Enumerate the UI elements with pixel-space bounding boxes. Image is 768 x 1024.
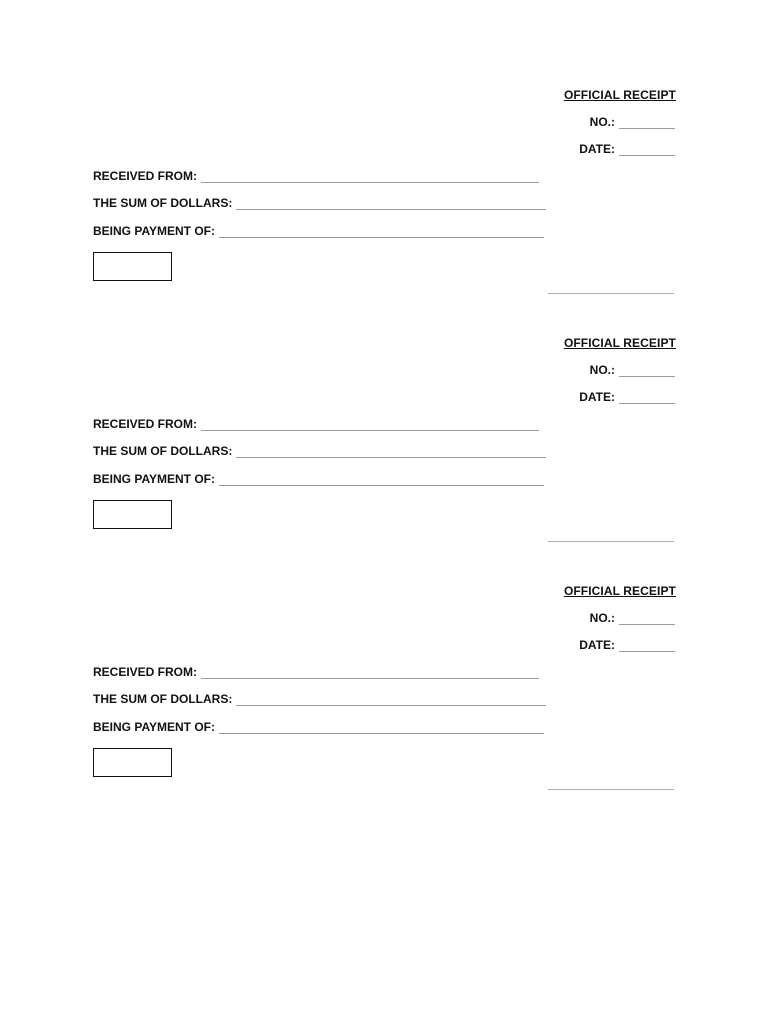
sum-of-dollars-label: THE SUM OF DOLLARS: — [93, 444, 233, 458]
received-from-field — [93, 665, 539, 679]
receipt-number-blank[interactable] — [619, 118, 675, 129]
being-payment-of-label: BEING PAYMENT OF: — [93, 720, 216, 734]
received-from-label: RECEIVED FROM: — [93, 169, 198, 183]
receipt-date-blank[interactable] — [619, 641, 675, 652]
sum-of-dollars-label: THE SUM OF DOLLARS: — [93, 692, 233, 706]
receipt-3 — [0, 580, 768, 820]
being-payment-of-field — [93, 472, 544, 486]
receipt-date-field — [579, 638, 675, 652]
received-from-field — [93, 417, 539, 431]
being-payment-of-field — [93, 720, 544, 734]
received-from-field — [93, 169, 539, 183]
receipt-2 — [0, 332, 768, 572]
receipt-date-field — [579, 390, 675, 404]
being-payment-of-label: BEING PAYMENT OF: — [93, 472, 216, 486]
sum-of-dollars-field — [93, 444, 546, 458]
being-payment-of-blank[interactable] — [219, 227, 544, 238]
amount-box[interactable] — [93, 252, 172, 281]
receipt-title: OFFICIAL RECEIPT — [563, 584, 676, 598]
sum-of-dollars-blank[interactable] — [236, 447, 546, 458]
sum-of-dollars-blank[interactable] — [236, 199, 546, 210]
receipt-date-label: DATE: — [579, 390, 615, 404]
receipt-date-field — [579, 142, 675, 156]
receipt-number-field — [590, 115, 675, 129]
amount-box[interactable] — [93, 748, 172, 777]
received-from-label: RECEIVED FROM: — [93, 417, 198, 431]
sum-of-dollars-label: THE SUM OF DOLLARS: — [93, 196, 233, 210]
being-payment-of-label: BEING PAYMENT OF: — [93, 224, 216, 238]
receipt-number-label: NO.: — [589, 115, 615, 129]
receipt-number-field — [590, 611, 675, 625]
receipt-number-label: NO.: — [589, 611, 615, 625]
sum-of-dollars-field — [93, 692, 546, 706]
received-from-label: RECEIVED FROM: — [93, 665, 198, 679]
being-payment-of-blank[interactable] — [219, 475, 544, 486]
received-from-blank[interactable] — [201, 668, 539, 679]
receipt-date-label: DATE: — [579, 638, 615, 652]
signature-line[interactable] — [548, 541, 674, 542]
receipt-title: OFFICIAL RECEIPT — [563, 88, 676, 102]
amount-box[interactable] — [93, 500, 172, 529]
receipt-number-blank[interactable] — [619, 614, 675, 625]
received-from-blank[interactable] — [201, 420, 539, 431]
received-from-blank[interactable] — [201, 172, 539, 183]
signature-line[interactable] — [548, 293, 674, 294]
receipt-number-field — [590, 363, 675, 377]
being-payment-of-field — [93, 224, 544, 238]
receipt-date-blank[interactable] — [619, 393, 675, 404]
receipt-number-blank[interactable] — [619, 366, 675, 377]
receipt-date-label: DATE: — [579, 142, 615, 156]
receipt-date-blank[interactable] — [619, 145, 675, 156]
signature-line[interactable] — [548, 789, 674, 790]
receipt-title: OFFICIAL RECEIPT — [563, 336, 676, 350]
receipt-1 — [0, 84, 768, 324]
being-payment-of-blank[interactable] — [219, 723, 544, 734]
sum-of-dollars-blank[interactable] — [236, 695, 546, 706]
receipt-number-label: NO.: — [589, 363, 615, 377]
sum-of-dollars-field — [93, 196, 546, 210]
